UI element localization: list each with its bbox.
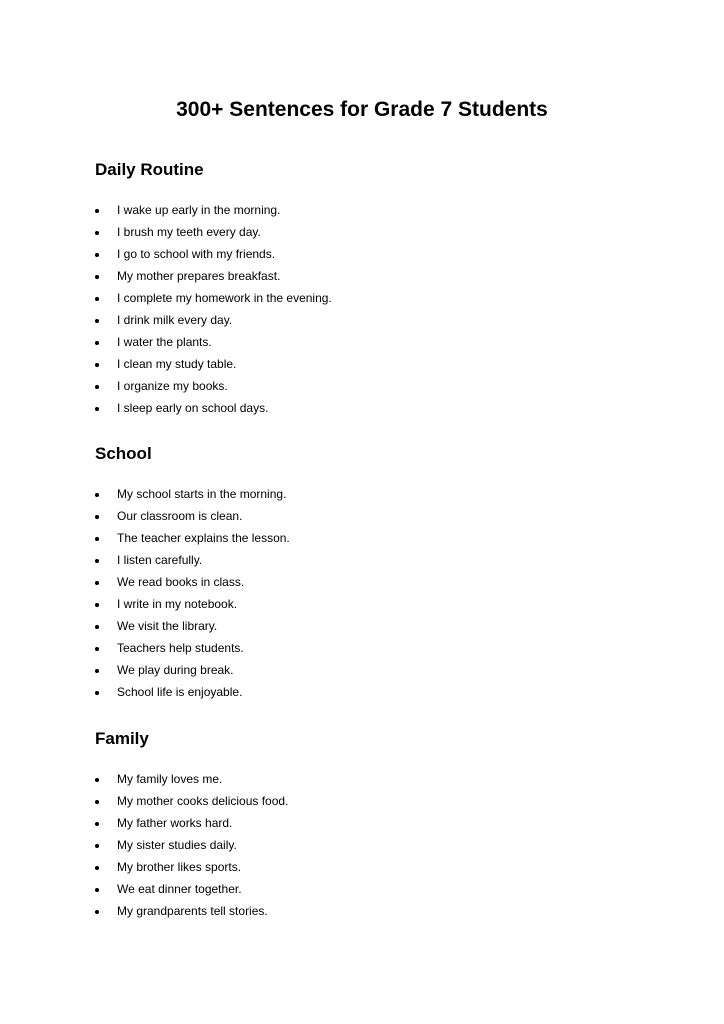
bullet-icon	[95, 407, 99, 411]
section-heading: Daily Routine	[95, 160, 204, 179]
list-item-text: My school starts in the morning.	[117, 487, 287, 501]
bullet-icon	[95, 275, 99, 279]
list-item-text: I listen carefully.	[117, 553, 203, 567]
section-heading: Family	[95, 729, 149, 748]
list-item-text: My sister studies daily.	[117, 838, 237, 852]
bullet-icon	[95, 844, 99, 848]
list-item-text: The teacher explains the lesson.	[117, 531, 290, 545]
bullet-icon	[95, 209, 99, 213]
bullet-icon	[95, 385, 99, 389]
bullet-icon	[95, 625, 99, 629]
bullet-icon	[95, 669, 99, 673]
list-item-text: My mother prepares breakfast.	[117, 269, 281, 283]
bullet-icon	[95, 603, 99, 607]
bullet-icon	[95, 800, 99, 804]
list-item-text: I organize my books.	[117, 379, 228, 393]
list-item-text: I sleep early on school days.	[117, 401, 269, 415]
list-item-text: My family loves me.	[117, 772, 223, 786]
list-item-text: I wake up early in the morning.	[117, 203, 281, 217]
list-item-text: My mother cooks delicious food.	[117, 794, 289, 808]
bullet-icon	[95, 515, 99, 519]
bullet-icon	[95, 691, 99, 695]
list-item-text: I write in my notebook.	[117, 597, 238, 611]
list-item-text: We visit the library.	[117, 619, 218, 633]
bullet-icon	[95, 866, 99, 870]
bullet-icon	[95, 231, 99, 235]
list-item-text: My grandparents tell stories.	[117, 904, 268, 918]
bullet-icon	[95, 778, 99, 782]
bullet-icon	[95, 319, 99, 323]
list-item-text: We eat dinner together.	[117, 882, 242, 896]
bullet-icon	[95, 297, 99, 301]
list-item-text: I clean my study table.	[117, 357, 237, 371]
bullet-icon	[95, 493, 99, 497]
page-title: 300+ Sentences for Grade 7 Students	[176, 98, 548, 121]
list-item-text: I complete my homework in the evening.	[117, 291, 332, 305]
list-item-text: We read books in class.	[117, 575, 245, 589]
list-item-text: Our classroom is clean.	[117, 509, 243, 523]
list-item-text: I water the plants.	[117, 335, 212, 349]
bullet-icon	[95, 910, 99, 914]
list-item-text: School life is enjoyable.	[117, 685, 243, 699]
list-item-text: I go to school with my friends.	[117, 247, 276, 261]
bullet-icon	[95, 363, 99, 367]
bullet-icon	[95, 647, 99, 651]
bullet-icon	[95, 822, 99, 826]
bullet-icon	[95, 341, 99, 345]
list-item-text: My brother likes sports.	[117, 860, 242, 874]
section-heading: School	[95, 444, 152, 463]
list-item-text: I drink milk every day.	[117, 313, 233, 327]
bullet-icon	[95, 559, 99, 563]
list-item-text: My father works hard.	[117, 816, 233, 830]
bullet-icon	[95, 537, 99, 541]
list-item-text: We play during break.	[117, 663, 234, 677]
bullet-icon	[95, 581, 99, 585]
bullet-icon	[95, 888, 99, 892]
list-item-text: I brush my teeth every day.	[117, 225, 261, 239]
bullet-icon	[95, 253, 99, 257]
list-item-text: Teachers help students.	[117, 641, 244, 655]
